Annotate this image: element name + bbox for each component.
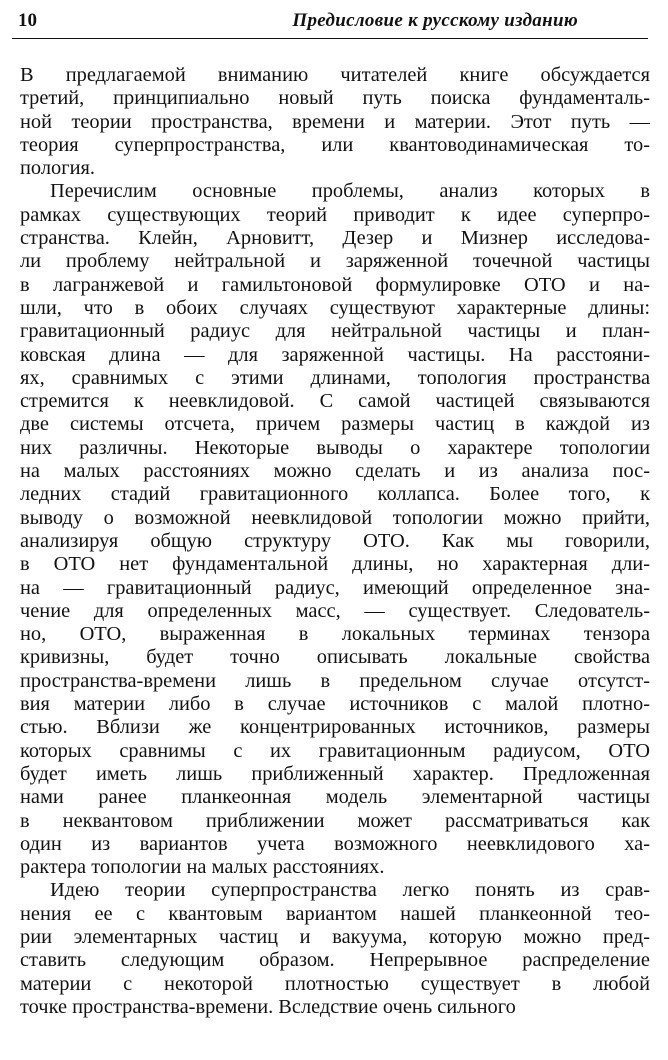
text-line: вия материи либо в случае источников с малой плотно- — [20, 693, 650, 716]
body-text — [20, 64, 650, 1056]
text-line: две системы отсчета, причем размеры частиц в каждой из — [20, 413, 650, 436]
text-line: в неквантовом приближении может рассматриваться как — [20, 809, 650, 832]
text-line: странства. Клейн, Арновитт, Дезер и Мизнер исследова- — [20, 227, 650, 250]
text-line: рактера топологии на малых расстояниях. — [20, 856, 385, 879]
text-line: анализируя общую структуру ОТО. Как мы говорили, — [20, 529, 650, 552]
text-line: ледних стадий гравитационного коллапса. Более того, к — [20, 483, 650, 506]
text-line: пространства-времени лишь в предельном случае отсутст- — [20, 669, 650, 692]
text-line: на — гравитационный радиус, имеющий определенное зна- — [20, 576, 650, 599]
paragraph — [20, 879, 650, 1019]
text-line: рии элементарных частиц и вакуума, которую можно пред- — [20, 925, 650, 948]
running-title: Предисловие к русскому изданию — [292, 10, 578, 31]
text-line: выводу о возможной неевклидовой топологии можно прийти, — [20, 506, 650, 529]
page-header — [12, 8, 648, 39]
text-line: стремится к неевклидовой. С самой частицей связываются — [20, 390, 650, 413]
text-line: нами ранее планкеонная модель элементарной частицы — [20, 786, 650, 809]
text-line: точке пространства-времени. Вследствие очень сильного — [20, 995, 516, 1018]
text-line: материи с некоторой плотностью существует в любой — [20, 972, 650, 995]
text-line: на малых расстояниях можно сделать и из анализа пос- — [20, 460, 650, 483]
text-line: третий, принципиально новый путь поиска фундаменталь- — [20, 87, 650, 110]
text-line: которых сравнимы с их гравитационным радиусом, ОТО — [20, 739, 650, 762]
text-line: ной теории пространства, времени и материи. Этот путь — — [20, 110, 650, 133]
text-line: ли проблему нейтральной и заряженной точечной частицы — [20, 250, 650, 273]
text-line: ковская длина — для заряженной частицы. На расстояни- — [20, 343, 650, 366]
text-line: Идею теории суперпространства легко понять из срав- — [50, 879, 650, 902]
text-line: но, ОТО, выраженная в локальных терминах тензора — [20, 623, 650, 646]
text-line: гравитационный радиус для нейтральной частицы и план- — [20, 320, 650, 343]
text-line: ставить следующим образом. Непрерывное распределение — [20, 949, 650, 972]
text-line: пология. — [20, 157, 95, 180]
text-line: ях, сравнимых с этими длинами, топология пространства — [20, 366, 650, 389]
text-line: будет иметь лишь приближенный характер. Предложенная — [20, 762, 650, 785]
paragraph — [20, 180, 650, 879]
paragraph — [20, 64, 650, 180]
text-line: теория суперпространства, или квантоводинамическая то- — [20, 133, 650, 156]
text-line: рамках существующих теорий приводит к идее суперпро- — [20, 203, 650, 226]
text-line: В предлагаемой вниманию читателей книге обсуждается — [20, 64, 650, 86]
text-line: чение для определенных масс, — существует. Следователь- — [20, 599, 650, 622]
text-line: кривизны, будет точно описывать локальные свойства — [20, 646, 650, 669]
text-line: стью. Вблизи же концентрированных источников, размеры — [20, 716, 650, 739]
text-line: нения ее с квантовым вариантом нашей планкеонной тео- — [20, 902, 650, 925]
text-line: один из вариантов учета возможного неевклидового ха- — [20, 832, 650, 855]
text-line: в ОТО нет фундаментальной длины, но характерная дли- — [20, 553, 650, 576]
page-number: 10 — [18, 10, 37, 31]
text-line: них различны. Некоторые выводы о характере топологии — [20, 436, 650, 459]
text-line: в лагранжевой и гамильтоновой формулировке ОТО и на- — [20, 273, 650, 296]
text-line: шли, что в обоих случаях существуют характерные длины: — [20, 296, 650, 319]
text-line: Перечислим основные проблемы, анализ которых в — [50, 180, 650, 203]
